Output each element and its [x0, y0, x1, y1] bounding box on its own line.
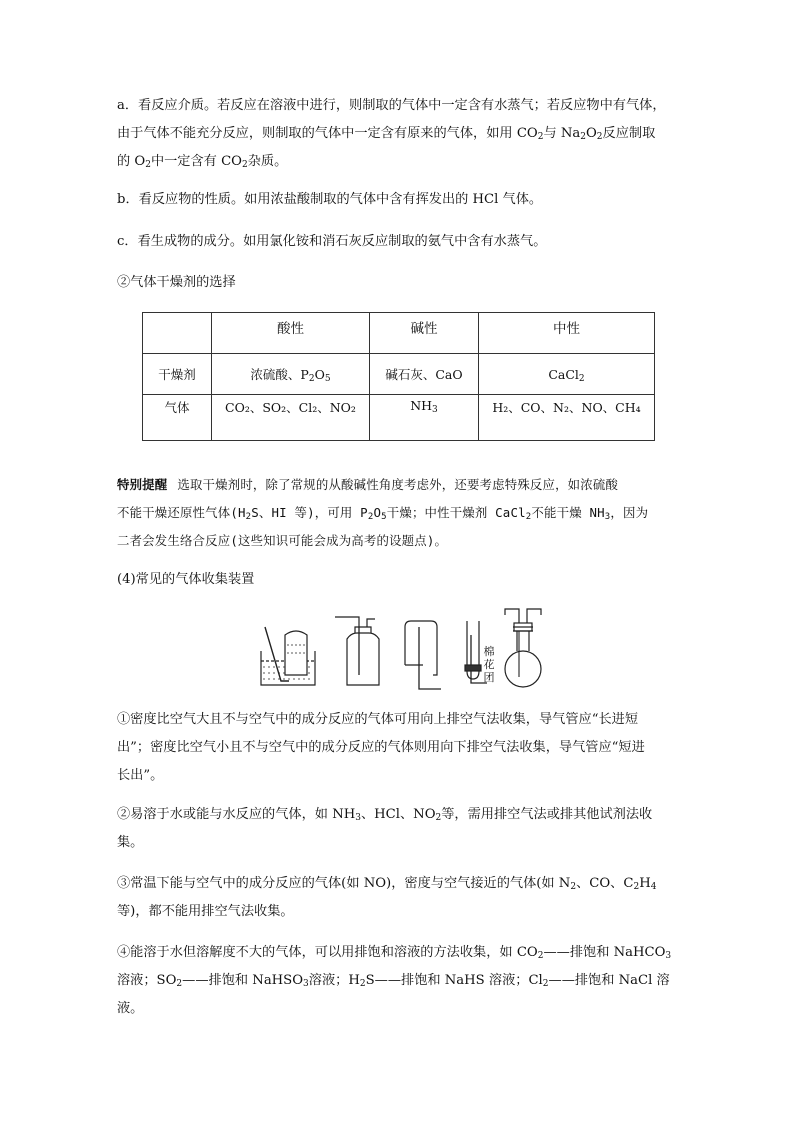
item-2: ②易溶于水或能与水反应的气体，如 $NH_3$、HCl、$NO_2$等，需用排空气法或排其他试剂法收 集。 [117, 807, 653, 850]
table-cell: CaCl$_2$ [479, 354, 655, 395]
gas-collection-apparatus-figure [255, 605, 545, 693]
table-row-label: 气体 [143, 395, 212, 441]
downward-air-displacement-tube-icon [405, 621, 441, 689]
upward-air-displacement-bottle-icon [335, 617, 379, 685]
item-1: ①密度比空气大且不与空气中的成分反应的气体可用向上排空气法收集，导气管应“长进短 出”；密度比空气小且不与空气中的成分反应的气体则用向下排空气法收集，导气管应“短进 长出”。 [117, 712, 645, 783]
item-4: ④能溶于水但溶解度不大的气体，可以用排饱和溶液的方法收集，如 $CO_2——$排饱和 NaHCO$_3$ 溶液；$SO_2——$排饱和 NaHSO$_3$溶液；$H_2S——$排饱和 NaHS 溶液；$Cl_2——$排饱和 NaCl 溶液。 [117, 945, 672, 1016]
table-header-cell: 中性 [479, 313, 655, 354]
table-header-cell: 酸性 [212, 313, 370, 354]
table-cell: H₂、CO、N₂、NO、CH₄ [479, 395, 655, 441]
round-flask-icon [505, 609, 541, 687]
paragraph-a-line1: a．看反应介质。若反应在溶液中进行，则制取的气体中一定含有水蒸气；若反应物中有气体， [117, 98, 666, 113]
paragraph-c: c．看生成物的成分。如用氯化铵和消石灰反应制取的氨气中含有水蒸气。 [117, 234, 547, 249]
section-heading-desiccant: ②气体干燥剂的选择 [117, 275, 236, 290]
table-row-label: 干燥剂 [143, 354, 212, 395]
water-trough-icon [261, 627, 315, 685]
note-title: 特别提醒 [117, 477, 168, 492]
paragraph-a: a．看反应介质。若反应在溶液中进行，则制取的气体中一定含有水蒸气；若反应物中有气体， 由于气体不能充分反应，则制取的气体中一定含有原来的气体，如用 $CO_2$与 $Na_2O_2$反应制取 的 $O_2$中一定含有 $CO_2$杂质。 [117, 98, 666, 170]
table-cell: CO₂、SO₂、Cl₂、NO₂ [212, 395, 370, 441]
table-cell: 碱石灰、CaO [370, 354, 479, 395]
item-3: ③常温下能与空气中的成分反应的气体(如 NO)，密度与空气接近的气体(如 $N_2$、CO、$C_2H_4$ 等)，都不能用排空气法收集。 [117, 876, 657, 919]
cotton-ball-label: 棉花团 [483, 645, 495, 684]
table-header-cell: 碱性 [370, 313, 479, 354]
paragraph-b: b．看反应物的性质。如用浓盐酸制取的气体中含有挥发出的 HCl 气体。 [117, 192, 543, 207]
table-cell: $NH_3$ [370, 395, 479, 441]
table-cell: 浓硫酸、$P_2O_5$ [212, 354, 370, 395]
table-header-row [143, 313, 655, 354]
table-row [143, 395, 655, 441]
table-header-cell [143, 313, 212, 354]
special-note: 特别提醒 选取干燥剂时，除了常规的从酸碱性角度考虑外，还要考虑特殊反应，如浓硫酸 不能干燥还原性气体($H_2S$、HI 等)，可用 $P_2O_5$干燥；中性干燥剂 CaCl$_2$不能干燥 $NH_3$，因为 二者会发生络合反应(这些知识可能会成为高考的设题点)。 [117, 477, 649, 548]
section-heading-collection: (4)常见的气体收集装置 [117, 572, 255, 587]
table-row [143, 354, 655, 395]
desiccant-table [142, 312, 655, 441]
